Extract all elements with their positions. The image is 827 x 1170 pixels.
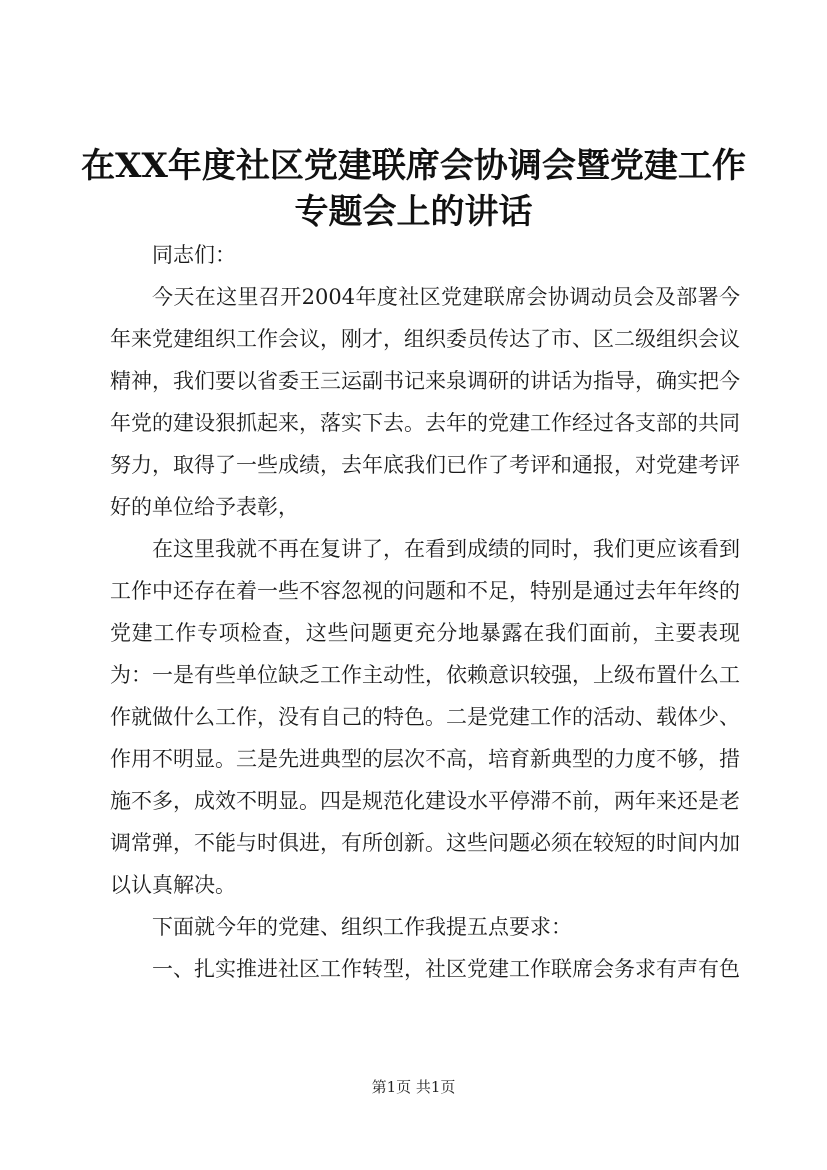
- section-heading-paragraph: 一、扎实推进社区工作转型，社区党建工作联席会务求有声有色: [152, 957, 740, 981]
- document-title: [60, 143, 767, 235]
- title-line-1: 在XX年度社区党建联席会协调会暨党建工作: [81, 146, 746, 186]
- page-number-label: 第1页 共1页: [371, 1078, 456, 1096]
- title-line-2: 专题会上的讲话: [294, 192, 533, 232]
- body-paragraph: 在这里我就不再在复讲了，在看到成绩的同时，我们更应该看到工作中还存在着一些不容忽视的问题和不足，特别是通过去年年终的党建工作专项检查，这些问题更充分地暴露在我们面前，主要表现为：一是有些单位缺乏工作主动性，依赖意识较强，上级布置什么工作就做什么工作，没有自己的特色。二是党建工作的活动、载体少、作用不明显。三是先进典型的层次不高，培育新典型的力度不够，措施不多，成效不明显。四是规范化建设水平停滞不前，两年来还是老调常弹，不能与时俱进，有所创新。这些问题必须在较短的时间内加以认真解决。: [110, 537, 740, 897]
- body-paragraph: 今天在这里召开2004年度社区党建联席会协调动员会及部署今年来党建组织工作会议，刚才，组织委员传达了市、区二级组织会议精神，我们要以省委王三运副书记来泉调研的讲话为指导，确实把今年党的建设狠抓起来，落实下去。去年的党建工作经过各支部的共同努力，取得了一些成绩，去年底我们已作了考评和通报，对党建考评好的单位给予表彰，: [110, 285, 740, 519]
- page-footer: [0, 1076, 827, 1097]
- greeting-paragraph: 同志们：: [152, 243, 236, 267]
- body-paragraph: 下面就今年的党建、组织工作我提五点要求：: [152, 915, 572, 939]
- document-body: [110, 234, 740, 990]
